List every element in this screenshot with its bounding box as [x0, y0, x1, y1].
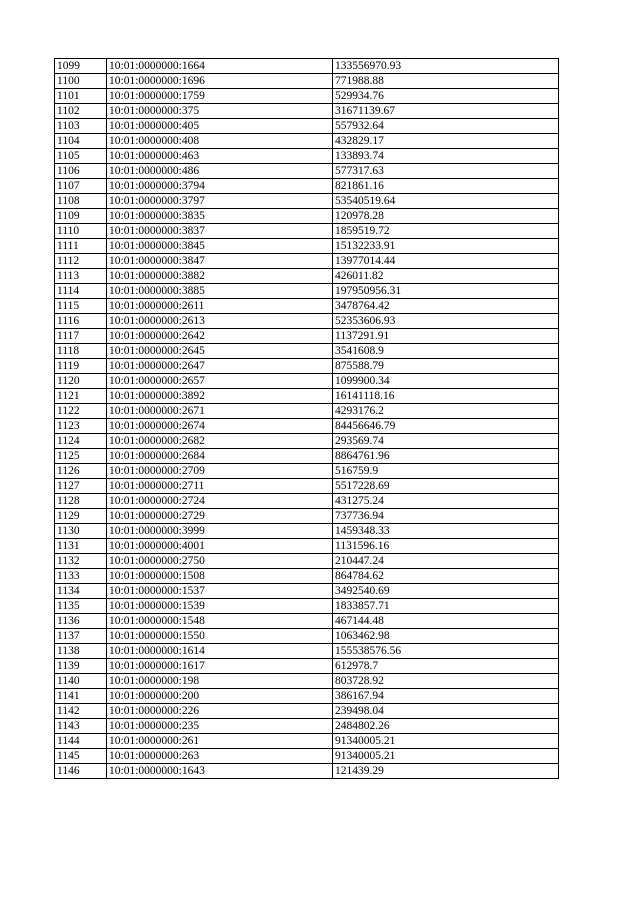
- value-cell: 133893.74: [333, 149, 559, 164]
- row-number-cell: 1101: [55, 89, 107, 104]
- cadastral-number-cell: 10:01:0000000:2657: [107, 374, 333, 389]
- value-cell: 432829.17: [333, 134, 559, 149]
- value-cell: 864784.62: [333, 569, 559, 584]
- table-row: [55, 164, 559, 179]
- table-row: [55, 269, 559, 284]
- row-number-cell: 1116: [55, 314, 107, 329]
- table-row: [55, 524, 559, 539]
- cadastral-number-cell: 10:01:0000000:200: [107, 689, 333, 704]
- cadastral-number-cell: 10:01:0000000:1664: [107, 59, 333, 74]
- value-cell: 53540519.64: [333, 194, 559, 209]
- table-row: [55, 749, 559, 764]
- cadastral-number-cell: 10:01:0000000:3847: [107, 254, 333, 269]
- row-number-cell: 1102: [55, 104, 107, 119]
- row-number-cell: 1106: [55, 164, 107, 179]
- row-number-cell: 1114: [55, 284, 107, 299]
- value-cell: 5517228.69: [333, 479, 559, 494]
- row-number-cell: 1122: [55, 404, 107, 419]
- cadastral-number-cell: 10:01:0000000:3882: [107, 269, 333, 284]
- cadastral-number-cell: 10:01:0000000:1550: [107, 629, 333, 644]
- table-row: [55, 134, 559, 149]
- cadastral-number-cell: 10:01:0000000:1696: [107, 74, 333, 89]
- value-cell: 197950956.31: [333, 284, 559, 299]
- value-cell: 529934.76: [333, 89, 559, 104]
- row-number-cell: 1129: [55, 509, 107, 524]
- table-row: [55, 584, 559, 599]
- cadastral-number-cell: 10:01:0000000:1548: [107, 614, 333, 629]
- table-row: [55, 389, 559, 404]
- value-cell: 133556970.93: [333, 59, 559, 74]
- value-cell: 431275.24: [333, 494, 559, 509]
- value-cell: 120978.28: [333, 209, 559, 224]
- cadastral-number-cell: 10:01:0000000:3892: [107, 389, 333, 404]
- row-number-cell: 1140: [55, 674, 107, 689]
- cadastral-number-cell: 10:01:0000000:2724: [107, 494, 333, 509]
- row-number-cell: 1125: [55, 449, 107, 464]
- row-number-cell: 1126: [55, 464, 107, 479]
- value-cell: 3478764.42: [333, 299, 559, 314]
- table-row: [55, 299, 559, 314]
- cadastral-number-cell: 10:01:0000000:1617: [107, 659, 333, 674]
- row-number-cell: 1144: [55, 734, 107, 749]
- value-cell: 2484802.26: [333, 719, 559, 734]
- row-number-cell: 1124: [55, 434, 107, 449]
- row-number-cell: 1112: [55, 254, 107, 269]
- cadastral-number-cell: 10:01:0000000:2709: [107, 464, 333, 479]
- table-row: [55, 119, 559, 134]
- row-number-cell: 1136: [55, 614, 107, 629]
- cadastral-number-cell: 10:01:0000000:235: [107, 719, 333, 734]
- row-number-cell: 1127: [55, 479, 107, 494]
- table-row: [55, 179, 559, 194]
- table-row: [55, 254, 559, 269]
- table-row: [55, 104, 559, 119]
- table-row: [55, 554, 559, 569]
- table-row: [55, 479, 559, 494]
- cadastral-number-cell: 10:01:0000000:2611: [107, 299, 333, 314]
- table-row: [55, 629, 559, 644]
- cadastral-number-cell: 10:01:0000000:3794: [107, 179, 333, 194]
- value-cell: 1833857.71: [333, 599, 559, 614]
- row-number-cell: 1110: [55, 224, 107, 239]
- value-cell: 1131596.16: [333, 539, 559, 554]
- row-number-cell: 1105: [55, 149, 107, 164]
- cadastral-number-cell: 10:01:0000000:261: [107, 734, 333, 749]
- row-number-cell: 1111: [55, 239, 107, 254]
- table-row: [55, 659, 559, 674]
- value-cell: 91340005.21: [333, 749, 559, 764]
- cadastral-number-cell: 10:01:0000000:463: [107, 149, 333, 164]
- value-cell: 803728.92: [333, 674, 559, 689]
- cadastral-number-cell: 10:01:0000000:3837: [107, 224, 333, 239]
- cadastral-number-cell: 10:01:0000000:263: [107, 749, 333, 764]
- value-cell: 13977014.44: [333, 254, 559, 269]
- cadastral-number-cell: 10:01:0000000:2647: [107, 359, 333, 374]
- value-cell: 1063462.98: [333, 629, 559, 644]
- cadastral-number-cell: 10:01:0000000:1539: [107, 599, 333, 614]
- value-cell: 239498.04: [333, 704, 559, 719]
- row-number-cell: 1143: [55, 719, 107, 734]
- row-number-cell: 1133: [55, 569, 107, 584]
- table-row: [55, 419, 559, 434]
- row-number-cell: 1145: [55, 749, 107, 764]
- value-cell: 1859519.72: [333, 224, 559, 239]
- table-row: [55, 674, 559, 689]
- table-row: [55, 374, 559, 389]
- value-cell: 121439.29: [333, 764, 559, 779]
- row-number-cell: 1135: [55, 599, 107, 614]
- cadastral-number-cell: 10:01:0000000:3999: [107, 524, 333, 539]
- value-cell: 577317.63: [333, 164, 559, 179]
- cadastral-number-cell: 10:01:0000000:375: [107, 104, 333, 119]
- value-cell: 426011.82: [333, 269, 559, 284]
- row-number-cell: 1113: [55, 269, 107, 284]
- row-number-cell: 1119: [55, 359, 107, 374]
- table-row: [55, 149, 559, 164]
- table-row: [55, 734, 559, 749]
- table-row: [55, 59, 559, 74]
- table-row: [55, 89, 559, 104]
- cadastral-number-cell: 10:01:0000000:408: [107, 134, 333, 149]
- table-row: [55, 764, 559, 779]
- table-row: [55, 719, 559, 734]
- document-page: [54, 58, 558, 779]
- row-number-cell: 1139: [55, 659, 107, 674]
- table-row: [55, 464, 559, 479]
- cadastral-number-cell: 10:01:0000000:1537: [107, 584, 333, 599]
- cadastral-number-cell: 10:01:0000000:3835: [107, 209, 333, 224]
- row-number-cell: 1115: [55, 299, 107, 314]
- value-cell: 557932.64: [333, 119, 559, 134]
- value-cell: 771988.88: [333, 74, 559, 89]
- value-cell: 821861.16: [333, 179, 559, 194]
- value-cell: 3541608.9: [333, 344, 559, 359]
- value-cell: 3492540.69: [333, 584, 559, 599]
- cadastral-number-cell: 10:01:0000000:2674: [107, 419, 333, 434]
- value-cell: 15132233.91: [333, 239, 559, 254]
- value-cell: 612978.7: [333, 659, 559, 674]
- value-cell: 1137291.91: [333, 329, 559, 344]
- row-number-cell: 1137: [55, 629, 107, 644]
- row-number-cell: 1142: [55, 704, 107, 719]
- cadastral-number-cell: 10:01:0000000:3797: [107, 194, 333, 209]
- table-row: [55, 599, 559, 614]
- value-cell: 91340005.21: [333, 734, 559, 749]
- table-row: [55, 209, 559, 224]
- cadastral-number-cell: 10:01:0000000:405: [107, 119, 333, 134]
- row-number-cell: 1118: [55, 344, 107, 359]
- value-cell: 155538576.56: [333, 644, 559, 659]
- cadastral-number-cell: 10:01:0000000:1759: [107, 89, 333, 104]
- value-cell: 52353606.93: [333, 314, 559, 329]
- value-cell: 210447.24: [333, 554, 559, 569]
- cadastral-number-cell: 10:01:0000000:226: [107, 704, 333, 719]
- row-number-cell: 1138: [55, 644, 107, 659]
- cadastral-number-cell: 10:01:0000000:198: [107, 674, 333, 689]
- table-row: [55, 539, 559, 554]
- cadastral-number-cell: 10:01:0000000:2682: [107, 434, 333, 449]
- cadastral-number-cell: 10:01:0000000:1643: [107, 764, 333, 779]
- value-cell: 467144.48: [333, 614, 559, 629]
- cadastral-number-cell: 10:01:0000000:2711: [107, 479, 333, 494]
- row-number-cell: 1132: [55, 554, 107, 569]
- cadastral-number-cell: 10:01:0000000:4001: [107, 539, 333, 554]
- row-number-cell: 1100: [55, 74, 107, 89]
- table-row: [55, 689, 559, 704]
- cadastral-number-cell: 10:01:0000000:3885: [107, 284, 333, 299]
- value-cell: 1099900.34: [333, 374, 559, 389]
- table-row: [55, 614, 559, 629]
- value-cell: 16141118.16: [333, 389, 559, 404]
- table-row: [55, 239, 559, 254]
- value-cell: 31671139.67: [333, 104, 559, 119]
- value-cell: 293569.74: [333, 434, 559, 449]
- table-row: [55, 644, 559, 659]
- value-cell: 84456646.79: [333, 419, 559, 434]
- table-row: [55, 224, 559, 239]
- cadastral-value-table: [54, 58, 559, 779]
- row-number-cell: 1109: [55, 209, 107, 224]
- row-number-cell: 1104: [55, 134, 107, 149]
- cadastral-number-cell: 10:01:0000000:2750: [107, 554, 333, 569]
- table-row: [55, 74, 559, 89]
- cadastral-number-cell: 10:01:0000000:1614: [107, 644, 333, 659]
- table-row: [55, 704, 559, 719]
- cadastral-number-cell: 10:01:0000000:3845: [107, 239, 333, 254]
- table-row: [55, 449, 559, 464]
- table-row: [55, 494, 559, 509]
- table-row: [55, 329, 559, 344]
- cadastral-number-cell: 10:01:0000000:486: [107, 164, 333, 179]
- row-number-cell: 1123: [55, 419, 107, 434]
- row-number-cell: 1099: [55, 59, 107, 74]
- row-number-cell: 1117: [55, 329, 107, 344]
- cadastral-number-cell: 10:01:0000000:2729: [107, 509, 333, 524]
- value-cell: 875588.79: [333, 359, 559, 374]
- table-row: [55, 569, 559, 584]
- value-cell: 4293176.2: [333, 404, 559, 419]
- table-row: [55, 194, 559, 209]
- row-number-cell: 1121: [55, 389, 107, 404]
- cadastral-number-cell: 10:01:0000000:1508: [107, 569, 333, 584]
- row-number-cell: 1146: [55, 764, 107, 779]
- cadastral-number-cell: 10:01:0000000:2645: [107, 344, 333, 359]
- value-cell: 1459348.33: [333, 524, 559, 539]
- cadastral-number-cell: 10:01:0000000:2613: [107, 314, 333, 329]
- table-body: [55, 59, 559, 779]
- row-number-cell: 1120: [55, 374, 107, 389]
- value-cell: 8864761.96: [333, 449, 559, 464]
- row-number-cell: 1128: [55, 494, 107, 509]
- value-cell: 386167.94: [333, 689, 559, 704]
- table-row: [55, 344, 559, 359]
- table-row: [55, 314, 559, 329]
- row-number-cell: 1107: [55, 179, 107, 194]
- cadastral-number-cell: 10:01:0000000:2684: [107, 449, 333, 464]
- value-cell: 516759.9: [333, 464, 559, 479]
- table-row: [55, 404, 559, 419]
- row-number-cell: 1130: [55, 524, 107, 539]
- value-cell: 737736.94: [333, 509, 559, 524]
- row-number-cell: 1103: [55, 119, 107, 134]
- table-row: [55, 434, 559, 449]
- cadastral-number-cell: 10:01:0000000:2642: [107, 329, 333, 344]
- table-row: [55, 359, 559, 374]
- table-row: [55, 509, 559, 524]
- table-row: [55, 284, 559, 299]
- row-number-cell: 1131: [55, 539, 107, 554]
- row-number-cell: 1141: [55, 689, 107, 704]
- row-number-cell: 1108: [55, 194, 107, 209]
- row-number-cell: 1134: [55, 584, 107, 599]
- cadastral-number-cell: 10:01:0000000:2671: [107, 404, 333, 419]
